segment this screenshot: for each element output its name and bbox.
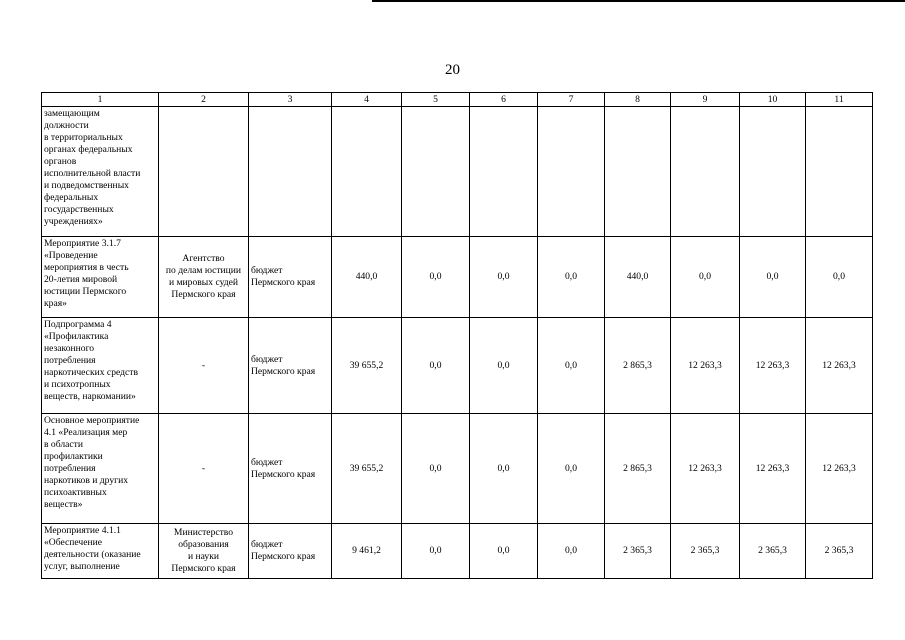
funding-source-cell: бюджет Пермского края: [249, 414, 332, 524]
value-cell: [332, 107, 402, 237]
funding-source-cell: бюджет Пермского края: [249, 318, 332, 414]
value-cell: 440,0: [605, 237, 671, 318]
value-cell: 12 263,3: [671, 414, 740, 524]
value-cell: 440,0: [332, 237, 402, 318]
executor-cell: -: [159, 414, 249, 524]
value-cell: 0,0: [470, 414, 538, 524]
top-rule: [372, 0, 905, 2]
executor-cell: [159, 107, 249, 237]
value-cell: [470, 107, 538, 237]
value-cell: 0,0: [402, 414, 470, 524]
value-cell: 12 263,3: [740, 414, 806, 524]
table-row: [42, 524, 873, 579]
value-cell: 12 263,3: [671, 318, 740, 414]
value-cell: 0,0: [538, 318, 605, 414]
value-cell: 0,0: [538, 414, 605, 524]
value-cell: 12 263,3: [806, 414, 873, 524]
funding-source-cell: [249, 107, 332, 237]
value-cell: 2 365,3: [740, 524, 806, 579]
table-row: [42, 107, 873, 237]
column-number-row: [42, 93, 873, 107]
column-number: 6: [470, 93, 538, 107]
funding-source-cell: бюджет Пермского края: [249, 237, 332, 318]
column-number: 11: [806, 93, 873, 107]
value-cell: 0,0: [470, 237, 538, 318]
measure-name: Мероприятие 3.1.7 «Проведение мероприятия в честь 20-летия мировой юстиции Пермского края»: [42, 237, 159, 318]
column-number: 9: [671, 93, 740, 107]
executor-cell: -: [159, 318, 249, 414]
measure-name: Подпрограмма 4 «Профилактика незаконного потребления наркотических средств и психотропных веществ, наркомании»: [42, 318, 159, 414]
value-cell: [806, 107, 873, 237]
budget-table: [41, 92, 873, 579]
column-number: 2: [159, 93, 249, 107]
value-cell: 12 263,3: [740, 318, 806, 414]
column-number: 3: [249, 93, 332, 107]
value-cell: 39 655,2: [332, 414, 402, 524]
value-cell: 0,0: [671, 237, 740, 318]
value-cell: 0,0: [538, 524, 605, 579]
value-cell: 0,0: [740, 237, 806, 318]
column-number: 1: [42, 93, 159, 107]
measure-name: Мероприятие 4.1.1 «Обеспечение деятельности (оказание услуг, выполнение: [42, 524, 159, 579]
value-cell: 2 865,3: [605, 414, 671, 524]
value-cell: 9 461,2: [332, 524, 402, 579]
value-cell: [671, 107, 740, 237]
page-number: 20: [445, 62, 460, 78]
value-cell: 12 263,3: [806, 318, 873, 414]
measure-name: замещающим должности в территориальных органах федеральных органов исполнительной власти и подведомственных федеральных государственных учреждениях»: [42, 107, 159, 237]
value-cell: 2 365,3: [806, 524, 873, 579]
column-number: 8: [605, 93, 671, 107]
table-row: [42, 414, 873, 524]
value-cell: 0,0: [402, 237, 470, 318]
table-row: [42, 318, 873, 414]
value-cell: [740, 107, 806, 237]
value-cell: 39 655,2: [332, 318, 402, 414]
value-cell: 0,0: [402, 318, 470, 414]
value-cell: 0,0: [470, 318, 538, 414]
value-cell: 2 365,3: [671, 524, 740, 579]
table-row: [42, 237, 873, 318]
column-number: 5: [402, 93, 470, 107]
value-cell: 0,0: [402, 524, 470, 579]
value-cell: 2 865,3: [605, 318, 671, 414]
value-cell: 0,0: [806, 237, 873, 318]
column-number: 7: [538, 93, 605, 107]
value-cell: 0,0: [538, 237, 605, 318]
executor-cell: Агентство по делам юстиции и мировых судей Пермского края: [159, 237, 249, 318]
value-cell: [402, 107, 470, 237]
value-cell: 0,0: [470, 524, 538, 579]
value-cell: [538, 107, 605, 237]
value-cell: [605, 107, 671, 237]
measure-name: Основное мероприятие 4.1 «Реализация мер в области профилактики потребления наркотиков и других психоактивных веществ»: [42, 414, 159, 524]
funding-source-cell: бюджет Пермского края: [249, 524, 332, 579]
value-cell: 2 365,3: [605, 524, 671, 579]
column-number: 4: [332, 93, 402, 107]
column-number: 10: [740, 93, 806, 107]
executor-cell: Министерство образования и науки Пермского края: [159, 524, 249, 579]
